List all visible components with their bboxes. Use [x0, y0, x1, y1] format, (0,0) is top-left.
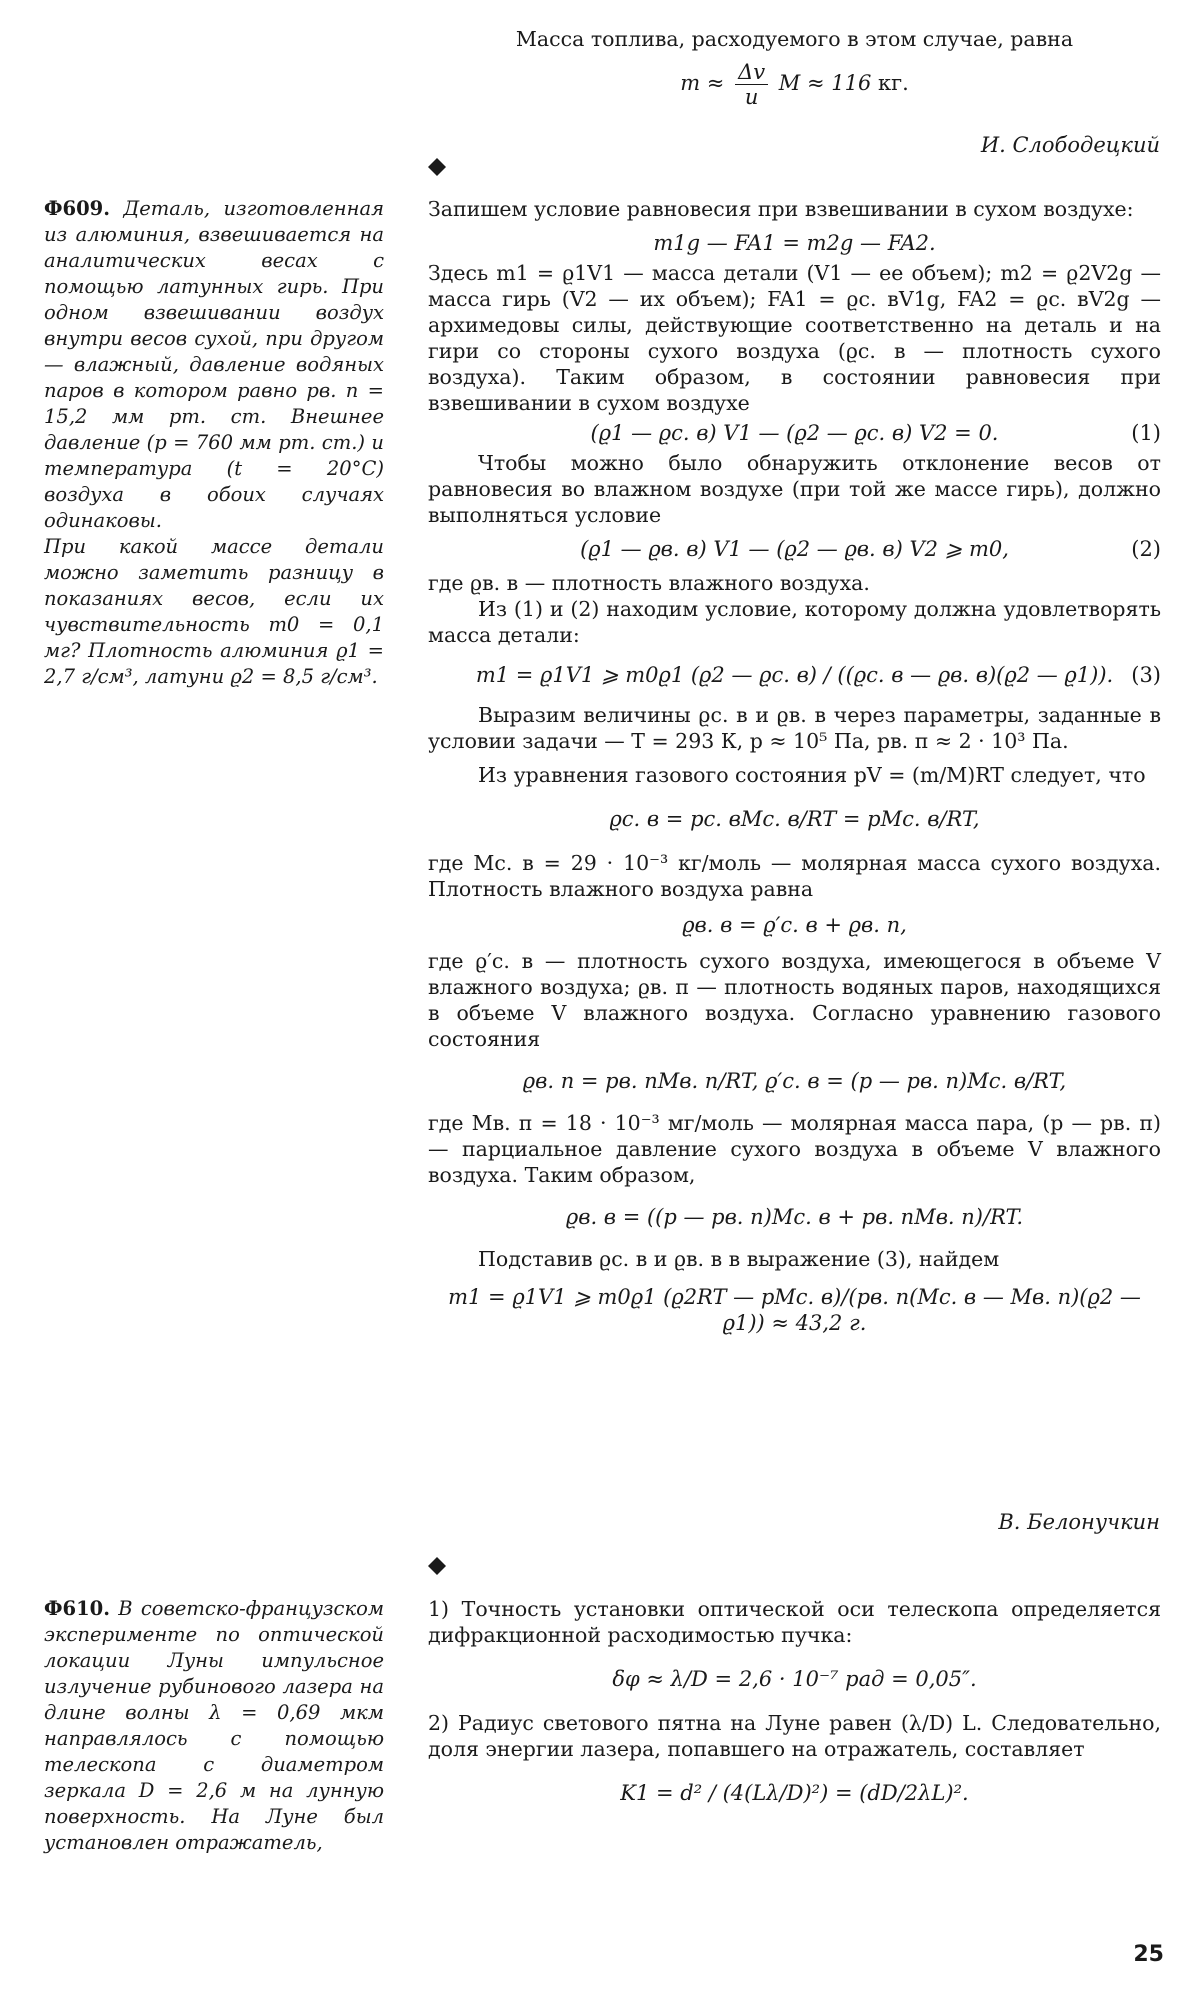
problem-609	[44, 196, 384, 690]
s609-t4: где ϱв. в — плотность влажного воздуха.	[428, 571, 870, 595]
s609-t1: Запишем условие равновесия при взвешивании в сухом воздухе:	[428, 197, 1134, 221]
s609-t7: Из уравнения газового состояния pV = (m/M)RT следует, что	[478, 763, 1146, 787]
top-continuation	[428, 26, 1161, 109]
problem-609-question: При какой массе детали можно заметить разницу в показаниях весов, если их чувствительность m0 = 0,1 мг? Плотность алюминия ϱ1 = 2,7 г/см³, латуни ϱ2 = 8,5 г/см³.	[44, 535, 384, 688]
s609-e3-row	[428, 536, 1161, 562]
s609-e8: ϱв. в = ((p — pв. п)Mс. в + pв. пMв. п)/RT.	[565, 1205, 1024, 1229]
problem-610-label: Ф610.	[44, 1597, 110, 1620]
diamond-icon	[428, 158, 446, 176]
author-belonuchkin: В. Белонучкин	[998, 1510, 1160, 1534]
solution-610	[428, 1596, 1161, 1824]
eq-number-1: (1)	[1131, 421, 1161, 445]
s609-t8: где Mс. в = 29 · 10⁻³ кг/моль — молярная масса сухого воздуха. Плотность влажного воздуха равна	[428, 851, 1161, 901]
s609-e5: ϱс. в = pс. вMс. в/RT = pMс. в/RT,	[609, 807, 980, 831]
s609-t3: Чтобы можно было обнаружить отклонение весов от равновесия во влажном воздухе (при той же массе гирь), должно выполняться условие	[428, 451, 1161, 527]
author-slobodetsky: И. Слободецкий	[980, 133, 1160, 157]
s609-e1: m1g — FA1 = m2g — FA2.	[653, 231, 936, 255]
diamond-icon	[428, 1557, 446, 1575]
s609-t2: Здесь m1 = ϱ1V1 — масса детали (V1 — ее объем); m2 = ϱ2V2g — масса гирь (V2 — их объем); FA1 = ϱс. вV1g, FA2 = ϱс. вV2g — архимедовы силы, действующие соответственно на деталь и на гири со стороны сухого воздуха (ϱс. в — плотность сухого воздуха). Таким образом, в состоянии равновесия при взвешивании в сухом воздухе	[428, 261, 1161, 415]
solution-609	[428, 196, 1161, 1348]
s609-e9: m1 = ϱ1V1 ⩾ m0ϱ1 (ϱ2RT — pMс. в)/(pв. п(Mс. в — Mв. п)(ϱ2 — ϱ1)) ≈ 43,2 г.	[448, 1285, 1141, 1335]
s609-t6: Выразим величины ϱс. в и ϱв. в через параметры, заданные в условии задачи — T = 293 К, p ≈ 10⁵ Па, pв. п ≈ 2 · 10³ Па.	[428, 703, 1161, 753]
s609-t10: где Mв. п = 18 · 10⁻³ мг/моль — молярная масса пара, (p — pв. п) — парциальное давление сухого воздуха в объеме V влажного воздуха. Таким образом,	[428, 1111, 1161, 1187]
eq-number-2: (2)	[1131, 537, 1161, 561]
s609-e7: ϱв. п = pв. пMв. п/RT, ϱ′с. в = (p — pв. п)Mс. в/RT,	[522, 1069, 1067, 1093]
problem-609-label: Ф609.	[44, 197, 110, 220]
s609-t5: Из (1) и (2) находим условие, которому должна удовлетворять масса детали:	[428, 597, 1161, 647]
s610-t1: 1) Точность установки оптической оси телескопа определяется дифракционной расходимостью пучка:	[428, 1597, 1161, 1647]
s609-e6: ϱв. в = ϱ′с. в + ϱв. п,	[682, 913, 907, 937]
s610-t2: 2) Радиус светового пятна на Луне равен (λ/D) L. Следовательно, доля энергии лазера, попавшего на отражатель, составляет	[428, 1711, 1161, 1761]
s609-e4-row	[428, 662, 1161, 688]
top-text: Масса топлива, расходуемого в этом случае, равна	[515, 27, 1074, 51]
s610-e1: δφ ≈ λ/D = 2,6 · 10⁻⁷ рад = 0,05″.	[612, 1667, 977, 1691]
s610-e2: K1 = d² / (4(Lλ/D)²) = (dD/2λL)².	[620, 1781, 969, 1805]
s609-t9: где ϱ′с. в — плотность сухого воздуха, имеющегося в объеме V влажного воздуха; ϱв. п — плотность водяных паров, находящихся в объеме V влажного воздуха. Согласно уравнению газового состояния	[428, 949, 1161, 1051]
s609-t11: Подставив ϱс. в и ϱв. в в выражение (3), найдем	[478, 1247, 1000, 1271]
top-equation: m ≈ $\frac{\Delta v}{u}$ M ≈ 116 кг.	[680, 60, 909, 109]
page-number: 25	[1133, 1942, 1164, 1967]
problem-609-body: Деталь, изготовленная из алюминия, взвешивается на аналитических весах с помощью латунных гирь. При одном взвешивании воздух внутри весов сухой, при другом — влажный, давление водяных паров в котором равно pв. п = 15,2 мм рт. ст. Внешнее давление (p = 760 мм рт. ст.) и температура (t = 20°C) воздуха в обоих случаях одинаковы.	[44, 197, 384, 532]
s609-e3: (ϱ1 — ϱв. в) V1 — (ϱ2 — ϱв. в) V2 ⩾ m0,	[580, 537, 1009, 561]
s609-e2: (ϱ1 — ϱс. в) V1 — (ϱ2 — ϱс. в) V2 = 0.	[590, 421, 999, 445]
s609-e4: m1 = ϱ1V1 ⩾ m0ϱ1 (ϱ2 — ϱс. в) / ((ϱс. в — ϱв. в)(ϱ2 — ϱ1)).	[475, 663, 1114, 687]
eq-number-3: (3)	[1131, 663, 1161, 687]
problem-610-body: В советско-французском эксперименте по оптической локации Луны импульсное излучение рубинового лазера на длине волны λ = 0,69 мкм направлялось с помощью телескопа с диаметром зеркала D = 2,6 м на лунную поверхность. На Луне был установлен отражатель,	[44, 1597, 384, 1854]
problem-610	[44, 1596, 384, 1856]
s609-e2-row	[428, 420, 1161, 446]
